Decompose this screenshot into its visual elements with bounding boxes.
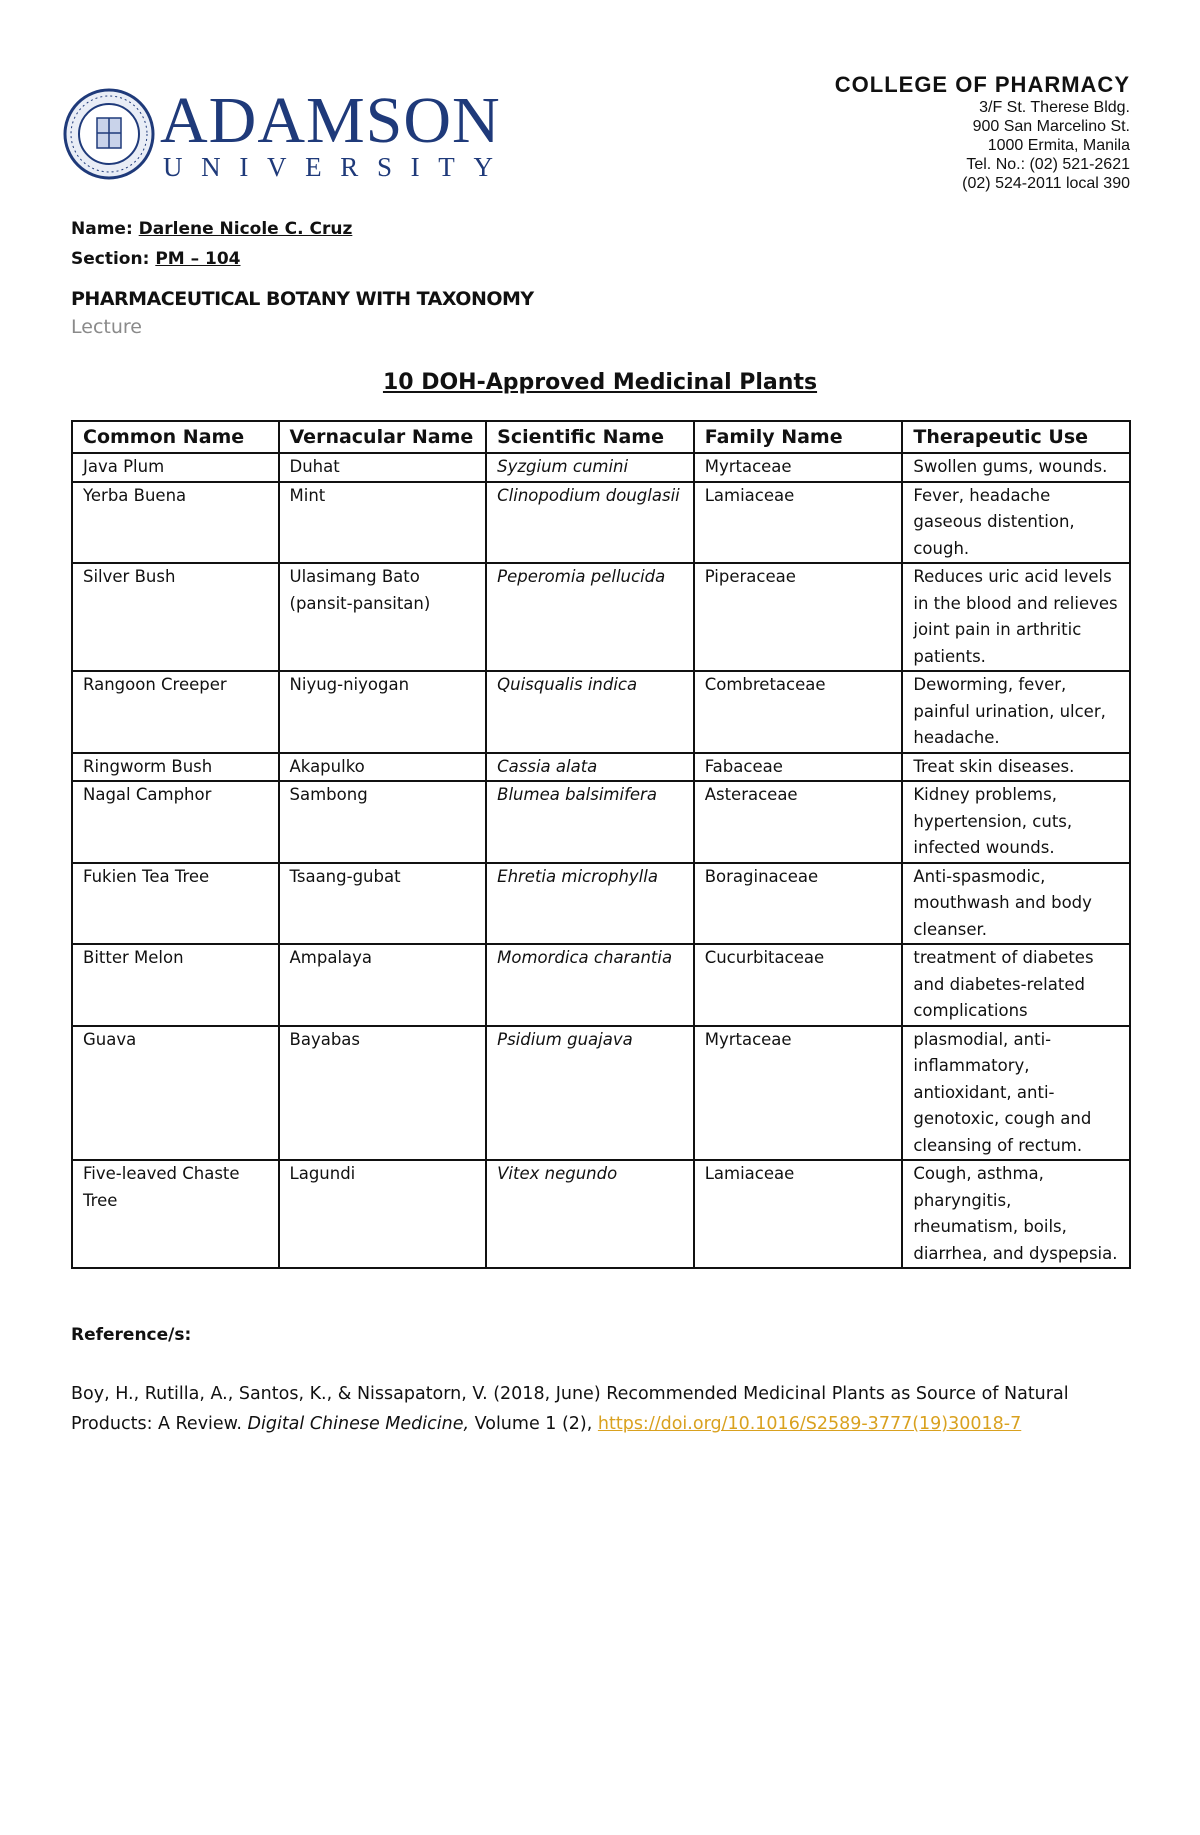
reference-volume: Volume 1 (2),	[469, 1414, 598, 1434]
journal-name: Digital Chinese Medicine,	[247, 1414, 470, 1434]
column-header: Therapeutic Use	[902, 421, 1130, 453]
common-name-cell: Five-leaved Chaste Tree	[72, 1160, 279, 1268]
column-header: Family Name	[694, 421, 903, 453]
student-name: Darlene Nicole C. Cruz	[138, 219, 353, 239]
common-name-cell: Nagal Camphor	[72, 781, 279, 863]
table-row	[72, 482, 1130, 564]
column-header: Common Name	[72, 421, 279, 453]
vernacular-name-cell: Akapulko	[279, 753, 487, 782]
therapeutic-use-cell: Swollen gums, wounds.	[902, 453, 1130, 482]
family-name-cell: Cucurbitaceae	[694, 944, 903, 1026]
common-name-cell: Fukien Tea Tree	[72, 863, 279, 945]
family-name-cell: Myrtaceae	[694, 1026, 903, 1161]
therapeutic-use-cell: treatment of diabetes and diabetes-related complications	[902, 944, 1130, 1026]
scientific-name-cell: Cassia alata	[486, 753, 694, 782]
family-name-cell: Lamiaceae	[694, 1160, 903, 1268]
student-section: PM – 104	[155, 249, 241, 269]
vernacular-name-cell: Bayabas	[279, 1026, 487, 1161]
course-title: PHARMACEUTICAL BOTANY WITH TAXONOMY	[71, 288, 534, 310]
family-name-cell: Boraginaceae	[694, 863, 903, 945]
college-name: COLLEGE OF PHARMACY	[834, 72, 1130, 97]
therapeutic-use-cell: plasmodial, anti-inflammatory, antioxidant, anti-genotoxic, cough and cleansing of rectum.	[902, 1026, 1130, 1161]
table-row	[72, 671, 1130, 753]
family-name-cell: Piperaceae	[694, 563, 903, 671]
family-name-cell: Myrtaceae	[694, 453, 903, 482]
scientific-name-cell: Momordica charantia	[486, 944, 694, 1026]
family-name-cell: Fabaceae	[694, 753, 903, 782]
common-name-cell: Ringworm Bush	[72, 753, 279, 782]
doi-link[interactable]: https://doi.org/10.1016/S2589-3777(19)30018-7	[597, 1414, 1022, 1434]
column-header: Vernacular Name	[279, 421, 487, 453]
university-seal-icon	[63, 88, 155, 180]
reference-entry	[71, 1379, 1131, 1439]
therapeutic-use-cell: Treat skin diseases.	[902, 753, 1130, 782]
family-name-cell: Lamiaceae	[694, 482, 903, 564]
therapeutic-use-cell: Reduces uric acid levels in the blood and relieves joint pain in arthritic patients.	[902, 563, 1130, 671]
therapeutic-use-cell: Anti-spasmodic, mouthwash and body cleanser.	[902, 863, 1130, 945]
table-row	[72, 863, 1130, 945]
table-row	[72, 453, 1130, 482]
scientific-name-cell: Clinopodium douglasii	[486, 482, 694, 564]
address-line: 900 San Marcelino St.	[972, 118, 1130, 135]
reference-text: Boy, H., Rutilla, A., Santos, K., & Nissapatorn, V. (2018, June) Recommended Medicinal Plants as Source of Natural Products: A Review.	[71, 1384, 1069, 1434]
vernacular-name-cell: Sambong	[279, 781, 487, 863]
student-name-row	[71, 214, 352, 244]
common-name-cell: Rangoon Creeper	[72, 671, 279, 753]
common-name-cell: Java Plum	[72, 453, 279, 482]
university-logo	[63, 84, 501, 182]
table-row	[72, 944, 1130, 1026]
scientific-name-cell: Ehretia microphylla	[486, 863, 694, 945]
references-heading: Reference/s:	[71, 1325, 192, 1345]
scientific-name-cell: Psidium guajava	[486, 1026, 694, 1161]
scientific-name-cell: Peperomia pellucida	[486, 563, 694, 671]
common-name-cell: Silver Bush	[72, 563, 279, 671]
common-name-cell: Yerba Buena	[72, 482, 279, 564]
student-info	[71, 214, 352, 274]
table-row	[72, 563, 1130, 671]
common-name-cell: Guava	[72, 1026, 279, 1161]
section-label: Section:	[71, 249, 150, 269]
family-name-cell: Combretaceae	[694, 671, 903, 753]
scientific-name-cell: Quisqualis indica	[486, 671, 694, 753]
logo-subtitle: U N I V E R S I T Y	[163, 152, 493, 182]
therapeutic-use-cell: Cough, asthma, pharyngitis, rheumatism, boils, diarrhea, and dyspepsia.	[902, 1160, 1130, 1268]
table-header-row	[72, 421, 1130, 453]
table-row	[72, 1160, 1130, 1268]
course-type: Lecture	[71, 316, 142, 338]
family-name-cell: Asteraceae	[694, 781, 903, 863]
scientific-name-cell: Syzgium cumini	[486, 453, 694, 482]
vernacular-name-cell: Niyug-niyogan	[279, 671, 487, 753]
therapeutic-use-cell: Fever, headache gaseous distention, cough.	[902, 482, 1130, 564]
address-line: 1000 Ermita, Manila	[987, 137, 1130, 154]
therapeutic-use-cell: Deworming, fever, painful urination, ulcer, headache.	[902, 671, 1130, 753]
logo-wordmark: ADAMSON	[160, 84, 501, 157]
vernacular-name-cell: Duhat	[279, 453, 487, 482]
column-header: Scientific Name	[486, 421, 694, 453]
scientific-name-cell: Vitex negundo	[486, 1160, 694, 1268]
address-line: 3/F St. Therese Bldg.	[979, 99, 1130, 116]
name-label: Name:	[71, 219, 133, 239]
phone-line: (02) 524-2011 local 390	[962, 175, 1130, 192]
common-name-cell: Bitter Melon	[72, 944, 279, 1026]
phone-line: Tel. No.: (02) 521-2621	[966, 156, 1130, 173]
scientific-name-cell: Blumea balsimifera	[486, 781, 694, 863]
table-title: 10 DOH-Approved Medicinal Plants	[382, 370, 818, 395]
vernacular-name-cell: Tsaang-gubat	[279, 863, 487, 945]
vernacular-name-cell: Mint	[279, 482, 487, 564]
vernacular-name-cell: Lagundi	[279, 1160, 487, 1268]
student-section-row	[71, 244, 352, 274]
vernacular-name-cell: Ampalaya	[279, 944, 487, 1026]
table-row	[72, 1026, 1130, 1161]
therapeutic-use-cell: Kidney problems, hypertension, cuts, infected wounds.	[902, 781, 1130, 863]
table-row	[72, 781, 1130, 863]
table-row	[72, 753, 1130, 782]
college-address-block	[835, 72, 1130, 193]
medicinal-plants-table	[71, 420, 1131, 1269]
vernacular-name-cell: Ulasimang Bato (pansit-pansitan)	[279, 563, 487, 671]
